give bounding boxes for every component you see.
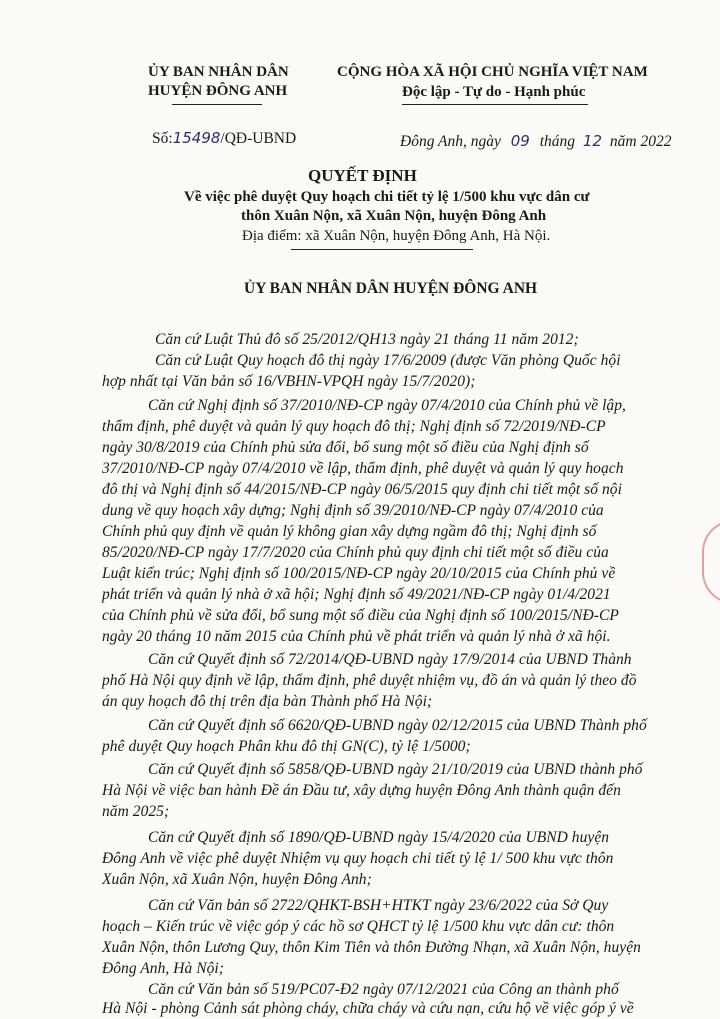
date-prefix: Đông Anh, ngày xyxy=(400,133,501,150)
body-line: ngày 20 tháng 10 năm 2015 của Chính phủ về phát triển và quản lý nhà ở xã hội. xyxy=(102,628,611,645)
body-line: 37/2010/NĐ-CP ngày 07/4/2010 về lập, thẩm định, phê duyệt và quản lý quy hoạch xyxy=(102,460,624,477)
issuing-org-line2: HUYỆN ĐÔNG ANH xyxy=(148,83,288,99)
body-line: Hà Nội về việc ban hành Đề án Đầu tư, xây dựng huyện Đông Anh thành quận đến xyxy=(102,782,621,799)
body-line: Căn cứ Quyết định số 1890/QĐ-UBND ngày 15/4/2020 của UBND huyện xyxy=(148,829,610,846)
body-line: Căn cứ Quyết định số 6620/QĐ-UBND ngày 02/12/2015 của UBND Thành phố xyxy=(148,717,647,734)
doc-number-suffix: /QĐ-UBND xyxy=(220,130,297,147)
doc-number-prefix: Số: xyxy=(152,130,173,147)
body-line: Căn cứ Luật Quy hoạch đô thị ngày 17/6/2009 (được Văn phòng Quốc hội xyxy=(155,352,621,369)
country-name: CỘNG HÒA XÃ HỘI CHỦ NGHĨA VIỆT NAM xyxy=(337,64,648,80)
body-line: năm 2025; xyxy=(102,803,170,820)
body-line: phố Hà Nội quy định về lập, thẩm định, phê duyệt nhiệm vụ, đồ án và quản lý theo đồ xyxy=(102,672,637,689)
body-line: hoạch – Kiến trúc về việc góp ý các hồ sơ QHCT tỷ lệ 1/500 khu vực dân cư: thôn xyxy=(102,918,615,935)
national-motto: Độc lập - Tự do - Hạnh phúc xyxy=(402,84,586,100)
body-line: của Chính phủ về sửa đổi, bổ sung một số điều của Nghị định số 100/2015/NĐ-CP xyxy=(102,607,619,624)
body-line: Đông Anh về việc phê duyệt Nhiệm vụ quy hoạch chi tiết tỷ lệ 1/ 500 khu vực thôn xyxy=(102,850,614,867)
body-line: Căn cứ Văn bản số 2722/QHKT-BSH+HTKT ngày 23/6/2022 của Sở Quy xyxy=(148,897,609,914)
location-line: Địa điểm: xã Xuân Nộn, huyện Đông Anh, Hà Nội. xyxy=(242,228,551,244)
body-line: Luật kiến trúc; Nghị định số 100/2015/NĐ-CP ngày 20/10/2015 của Chính phủ về xyxy=(102,565,616,582)
doc-number-handwritten: 15498 xyxy=(172,129,221,147)
body-line: dung về quy hoạch xây dựng; Nghị định số 39/2010/NĐ-CP ngày 07/4/2010 của xyxy=(102,502,604,519)
body-line: hợp nhất tại Văn bản số 16/VBHN-VPQH ngày 15/7/2020); xyxy=(102,373,476,390)
body-line: Căn cứ Quyết định số 72/2014/QĐ-UBND ngày 17/9/2014 của UBND Thành xyxy=(148,651,632,668)
body-line: Căn cứ Luật Thủ đô số 25/2012/QH13 ngày 21 tháng 11 năm 2012; xyxy=(155,331,579,348)
date-year: năm 2022 xyxy=(609,133,672,150)
date-month: 12 xyxy=(582,132,603,150)
body-line: đô thị và Nghị định số 44/2015/NĐ-CP ngày 06/5/2015 quy định chi tiết một số nội xyxy=(102,481,622,498)
body-line: án quy hoạch đô thị trên địa bàn Thành phố Hà Nội; xyxy=(102,693,433,710)
document-number xyxy=(152,129,296,148)
body-line: ngày 30/8/2019 của Chính phủ sửa đổi, bổ sung một số điều của Nghị định số xyxy=(102,439,589,456)
body-line: Căn cứ Văn bản số 519/PC07-Đ2 ngày 07/12/2021 của Công an thành phố xyxy=(148,981,619,998)
body-line: thẩm định, phê duyệt và quản lý quy hoạch đô thị; Nghị định số 72/2019/NĐ-CP xyxy=(102,418,606,435)
body-line: Đông Anh, Hà Nội; xyxy=(102,960,224,977)
body-line: Chính phủ quy định về quản lý không gian xây dựng ngầm đô thị; Nghị định số xyxy=(102,523,597,540)
document-date xyxy=(400,132,671,151)
motto-underline xyxy=(402,104,588,105)
subject-line1: Về việc phê duyệt Quy hoạch chi tiết tỷ lệ 1/500 khu vực dân cư xyxy=(184,189,590,205)
date-month-label: tháng xyxy=(539,133,576,150)
date-day: 09 xyxy=(510,132,530,150)
body-line: phê duyệt Quy hoạch Phân khu đô thị GN(C), tỷ lệ 1/5000; xyxy=(102,738,471,755)
body-line: Xuân Nộn, thôn Lương Quy, thôn Kim Tiên và thôn Đường Nhạn, xã Xuân Nộn, huyện xyxy=(102,939,641,956)
title-underline xyxy=(291,249,473,250)
body-line: Căn cứ Nghị định số 37/2010/NĐ-CP ngày 07/4/2010 của Chính phủ về lập, xyxy=(148,397,626,414)
issuing-org-line1: ỦY BAN NHÂN DÂN xyxy=(148,64,289,80)
subject-line2: thôn Xuân Nộn, xã Xuân Nộn, huyện Đông Anh xyxy=(241,208,547,224)
body-line: phát triển và quản lý nhà ở xã hội; Nghị định số 49/2021/NĐ-CP ngày 01/4/2021 xyxy=(102,586,611,603)
body-line: 85/2020/NĐ-CP ngày 17/7/2020 của Chính phủ quy định chi tiết một số điều của xyxy=(102,544,609,561)
red-seal-fragment xyxy=(702,520,720,604)
body-line: Căn cứ Quyết định số 5858/QĐ-UBND ngày 21/10/2019 của UBND thành phố xyxy=(148,761,643,778)
org-underline xyxy=(172,104,262,105)
body-line: Xuân Nộn, xã Xuân Nộn, huyện Đông Anh; xyxy=(102,871,372,888)
document-heading: QUYẾT ĐỊNH xyxy=(308,166,417,185)
body-line: Hà Nội - phòng Cảnh sát phòng cháy, chữa cháy và cứu nạn, cứu hộ về việc góp ý về xyxy=(102,1000,634,1017)
issuing-authority: ỦY BAN NHÂN DÂN HUYỆN ĐÔNG ANH xyxy=(244,280,538,297)
